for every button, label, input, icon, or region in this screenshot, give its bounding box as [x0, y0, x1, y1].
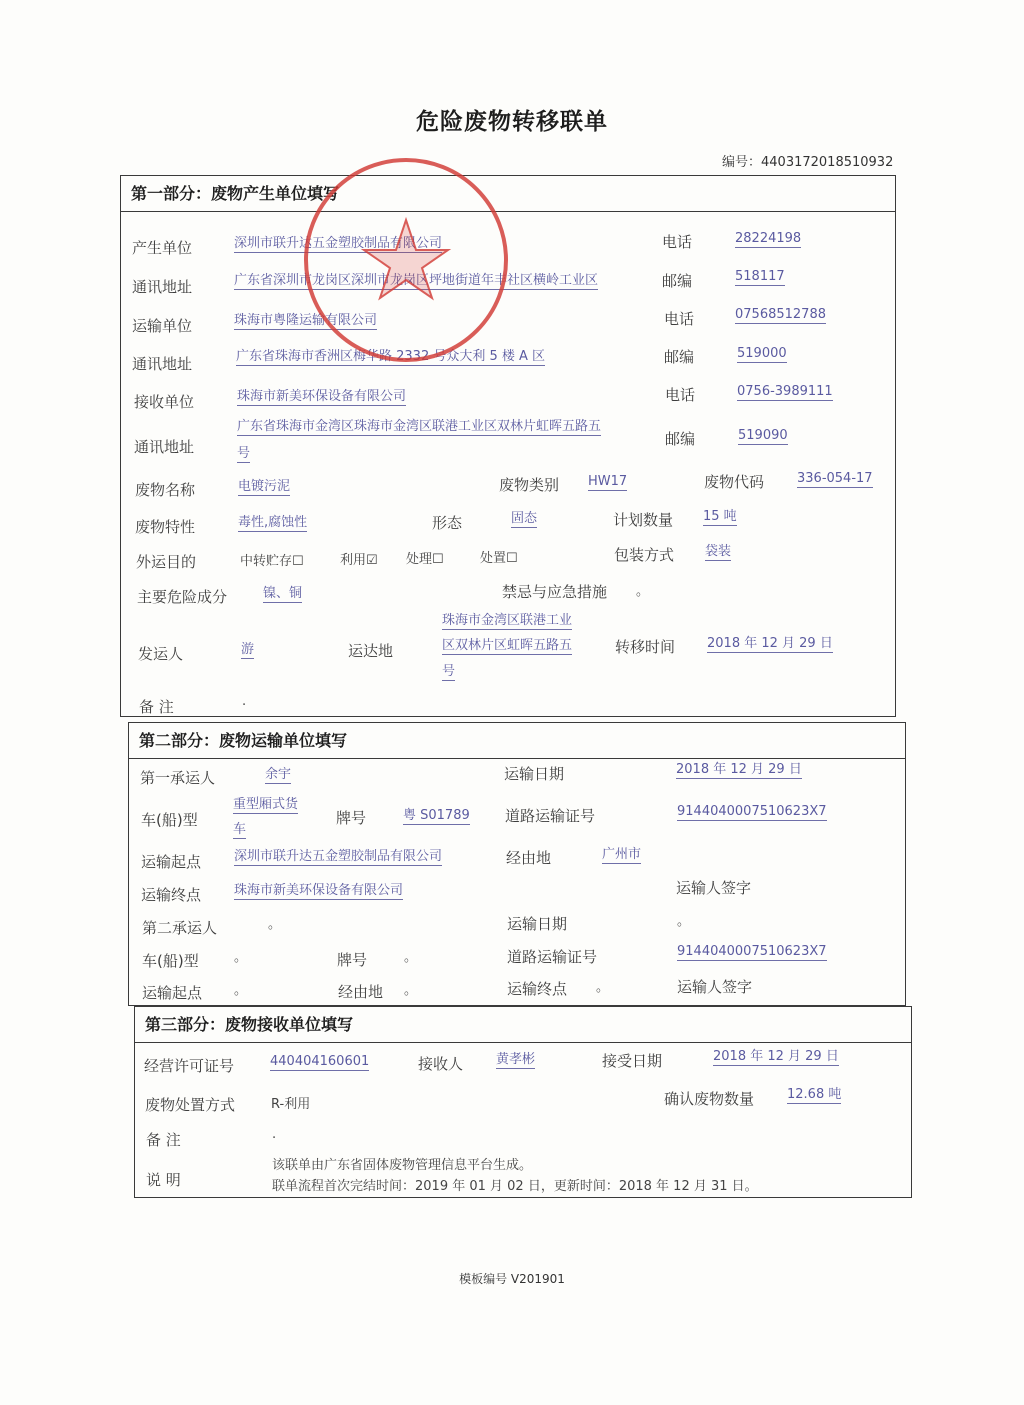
emergency-label: 禁忌与应急措施	[502, 583, 608, 601]
dest-label: 运达地	[348, 642, 394, 660]
receiver-addr-line1: 广东省珠海市金湾区珠海市金湾区联港工业区双林片虹晖五路五	[237, 419, 602, 434]
date2-value: 。	[677, 914, 691, 929]
part3-remark-value: .	[272, 1127, 277, 1142]
plate1-label: 牌号	[336, 809, 367, 827]
pack-label: 包装方式	[614, 546, 675, 564]
carrier2-value: 。	[268, 917, 282, 932]
purpose-dispose-checkbox[interactable]: 处置☐	[480, 551, 518, 566]
waste-cat-label: 废物类别	[499, 476, 560, 494]
note-label: 说 明	[146, 1171, 181, 1189]
receiver-person-value: 黄孝彬	[496, 1052, 536, 1067]
transporter-zip-label: 邮编	[664, 348, 695, 366]
transporter-phone-label: 电话	[664, 310, 695, 328]
waste-cat-value: HW17	[588, 474, 628, 489]
producer-phone-value: 28224198	[735, 231, 802, 246]
purpose-label: 外运目的	[136, 553, 197, 571]
disposal-label: 废物处置方式	[145, 1096, 236, 1114]
producer-addr-value: 广东省深圳市龙岗区深圳市龙岗区坪地街道年丰社区横岭工业区	[234, 273, 599, 288]
end1-label: 运输终点	[141, 886, 202, 904]
transfer-time-label: 转移时间	[615, 638, 676, 656]
vehicle1-line1: 重型厢式货	[233, 797, 299, 812]
carrier1-value: 余宇	[265, 767, 292, 782]
shipper-label: 发运人	[138, 645, 184, 663]
receiver-phone-label: 电话	[665, 386, 696, 404]
form-value: 固态	[511, 511, 538, 526]
note-line1: 该联单由广东省固体废物管理信息平台生成。	[272, 1158, 533, 1173]
part1-remark-label: 备 注	[139, 698, 174, 716]
part2-heading: 第二部分：废物运输单位填写	[129, 723, 905, 759]
receiver-person-label: 接收人	[418, 1055, 464, 1073]
sign1-label: 运输人签字	[676, 879, 752, 897]
waste-code-label: 废物代码	[704, 473, 765, 491]
form-label: 形态	[432, 514, 463, 532]
waste-name-value: 电镀污泥	[238, 479, 291, 494]
transporter-value: 珠海市粤隆运输有限公司	[234, 313, 378, 328]
part1-heading: 第一部分：废物产生单位填写	[121, 176, 895, 212]
date1-label: 运输日期	[504, 765, 565, 783]
producer-addr-label: 通讯地址	[132, 278, 193, 296]
confirm-qty-value: 12.68 吨	[787, 1087, 842, 1102]
producer-zip-value: 518117	[735, 269, 785, 284]
receiver-phone-value: 0756-3989111	[737, 384, 833, 399]
receiver-zip-label: 邮编	[665, 430, 696, 448]
pack-value: 袋装	[705, 544, 732, 559]
producer-zip-label: 邮编	[662, 272, 693, 290]
sign2-label: 运输人签字	[677, 978, 753, 996]
waste-prop-label: 废物特性	[135, 518, 196, 536]
start1-value: 深圳市联升达五金塑胶制品有限公司	[234, 849, 443, 864]
via1-label: 经由地	[506, 849, 552, 867]
transporter-addr-value: 广东省珠海市香洲区梅华路 2332 号众大利 5 楼 A 区	[236, 349, 546, 364]
road-permit2-label: 道路运输证号	[507, 948, 598, 966]
transporter-zip-value: 519000	[737, 346, 787, 361]
confirm-qty-label: 确认废物数量	[664, 1090, 755, 1108]
part3-heading: 第三部分：废物接收单位填写	[135, 1007, 911, 1043]
part1-remark-value: .	[242, 694, 247, 709]
plate2-value: 。	[404, 950, 418, 965]
end2-label: 运输终点	[507, 980, 568, 998]
purpose-treat-checkbox[interactable]: 处理☐	[406, 552, 444, 567]
waste-code-value: 336-054-17	[797, 471, 873, 486]
shipper-value: 游	[241, 642, 255, 657]
receiver-addr-line2: 号	[237, 446, 251, 461]
receiver-zip-value: 519090	[738, 428, 788, 443]
date1-value: 2018 年 12 月 29 日	[676, 762, 802, 777]
transporter-label: 运输单位	[132, 317, 193, 335]
purpose-transfer-storage-checkbox[interactable]: 中转贮存☐	[240, 554, 304, 569]
part3-remark-label: 备 注	[146, 1131, 181, 1149]
hazard-value: 镍、铜	[263, 586, 303, 601]
waste-name-label: 废物名称	[135, 481, 196, 499]
plate2-label: 牌号	[337, 951, 368, 969]
transfer-time-value: 2018 年 12 月 29 日	[707, 636, 833, 651]
road-permit2-value: 9144040007510623X7	[677, 944, 827, 959]
producer-label: 产生单位	[132, 239, 193, 257]
plan-qty-label: 计划数量	[613, 511, 674, 529]
receiver-addr-label: 通讯地址	[134, 438, 195, 456]
license-value: 440404160601	[270, 1054, 370, 1069]
waste-prop-value: 毒性,腐蚀性	[238, 515, 308, 530]
purpose-utilize-checkbox[interactable]: 利用☑	[340, 553, 378, 568]
document-number: 编号：4403172018510932	[722, 155, 894, 170]
transporter-addr-label: 通讯地址	[132, 355, 193, 373]
end1-value: 珠海市新美环保设备有限公司	[234, 883, 404, 898]
dest-line2: 区双林片区虹晖五路五	[442, 638, 573, 653]
end2-value: 。	[596, 980, 610, 995]
plate1-value: 粤 S01789	[403, 808, 470, 823]
producer-phone-label: 电话	[662, 233, 693, 251]
emergency-value: 。	[636, 584, 650, 599]
date2-label: 运输日期	[507, 915, 568, 933]
template-number: 模板编号 V201901	[459, 1272, 565, 1286]
plan-qty-value: 15 吨	[703, 509, 737, 524]
dest-line3: 号	[442, 664, 456, 679]
start1-label: 运输起点	[141, 853, 202, 871]
vehicle1-line2: 车	[233, 822, 247, 837]
producer-value: 深圳市联升达五金塑胶制品有限公司	[234, 236, 443, 251]
road-permit1-label: 道路运输证号	[505, 807, 596, 825]
license-label: 经营许可证号	[144, 1057, 235, 1075]
start2-value: 。	[234, 983, 248, 998]
receiver-value: 珠海市新美环保设备有限公司	[237, 389, 407, 404]
via2-value: 。	[404, 983, 418, 998]
page-title: 危险废物转移联单	[416, 109, 608, 135]
road-permit1-value: 9144040007510623X7	[677, 804, 827, 819]
vehicle2-value: 。	[234, 950, 248, 965]
via2-label: 经由地	[338, 983, 384, 1001]
recv-date-value: 2018 年 12 月 29 日	[713, 1049, 839, 1064]
dest-line1: 珠海市金湾区联港工业	[442, 613, 573, 628]
carrier2-label: 第二承运人	[142, 919, 218, 937]
recv-date-label: 接受日期	[602, 1052, 663, 1070]
via1-value: 广州市	[602, 847, 642, 862]
hazard-label: 主要危险成分	[137, 588, 228, 606]
carrier1-label: 第一承运人	[140, 769, 216, 787]
note-line2: 联单流程首次完结时间：2019 年 01 月 02 日，更新时间：2018 年 12 月 31 日。	[272, 1179, 758, 1194]
receiver-label: 接收单位	[134, 393, 195, 411]
start2-label: 运输起点	[142, 984, 203, 1002]
disposal-value: R-利用	[271, 1097, 311, 1112]
vehicle1-label: 车(船)型	[141, 811, 198, 829]
vehicle2-label: 车(船)型	[142, 952, 199, 970]
transporter-phone-value: 07568512788	[735, 307, 826, 322]
